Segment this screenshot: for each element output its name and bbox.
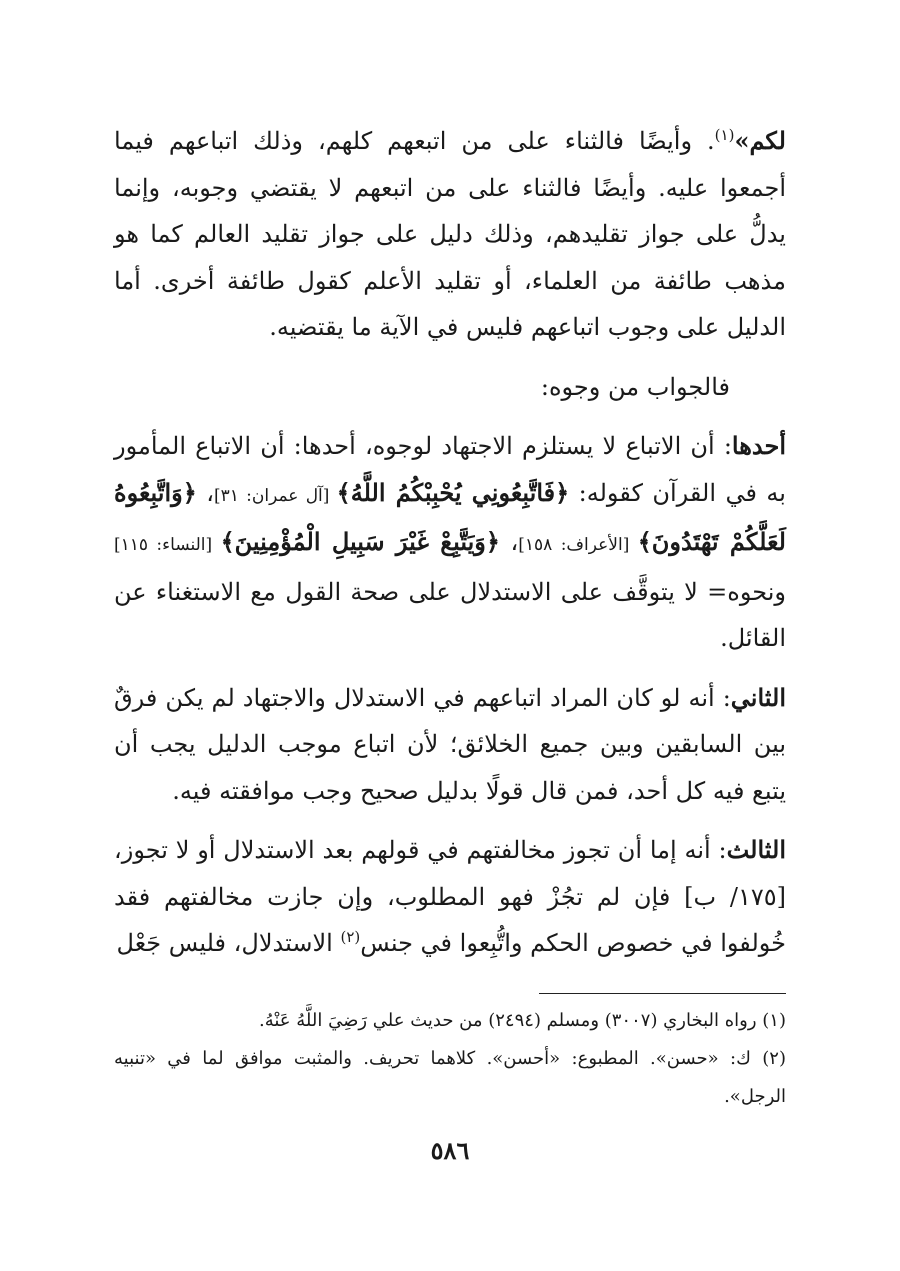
footnote-1: [114, 1002, 786, 1040]
quran-verse-3: ﴿وَيَتَّبِعْ غَيْرَ سَبِيلِ الْمُؤْمِنِينَ﴾: [220, 527, 500, 556]
verse-reference-1: [آل عمران: ٣١]: [214, 485, 337, 506]
paragraph-text: ونحوه= لا يتوقَّف على الاستدلال على صحة القول مع الاستغناء عن القائل.: [114, 577, 786, 652]
paragraph-3: [114, 423, 786, 662]
footnote-marker-2: (٢): [340, 928, 361, 946]
footnote-2: [114, 1040, 786, 1116]
paragraph-lead: لكم»: [734, 126, 786, 155]
paragraph-text: الاستدلال، فليس جَعْل: [116, 929, 341, 957]
paragraph-text: : أنه إما أن تجوز مخالفتهم في قولهم بعد الاستدلال أو لا تجوز، [١٧٥/ ب] فإن لم تجُزْ فهو المطلوب، وإن جازت مخالفتهم فقد خُولفوا في خصوص الحكم واتُّبِعوا في جنس: [114, 836, 786, 957]
paragraph-4: [114, 675, 786, 815]
paragraph-text: : أنه لو كان المراد اتباعهم في الاستدلال والاجتهاد لم يكن فرقٌ بين السابقين وبين جميع الخلائق؛ لأن اتباع موجب الدليل يجب أن يتبع فيه كل أحد، فمن قال قولًا بدليل صحيح وجب موافقته فيه.: [114, 683, 786, 805]
point-label-first: أحدها: [731, 431, 786, 460]
footnote-divider: [539, 993, 786, 994]
point-label-second: الثاني: [730, 682, 786, 712]
point-label-third: الثالث: [726, 835, 786, 864]
main-text: [114, 118, 786, 967]
paragraph-5: [114, 827, 786, 967]
quran-verse-1: ﴿فَاتَّبِعُونِي يُحْبِبْكُمُ اللَّهُ﴾: [336, 477, 570, 507]
paragraph-text: : أن الاتباع لا يستلزم الاجتهاد لوجوه، أحدها: أن الاتباع المأمور به في القرآن كقوله:: [114, 432, 786, 507]
footnote-text: رواه البخاري (٣٠٠٧) ومسلم (٢٤٩٤) من حديث علي رَضِيَ اللَّهُ عَنْهُ.: [258, 1010, 757, 1031]
paragraph-2: [114, 364, 786, 411]
verse-reference-2: [الأعراف: ١٥٨]: [518, 535, 638, 555]
page-number: ٥٨٦: [430, 1136, 470, 1165]
footnote-number: (٢): [762, 1048, 786, 1069]
separator: ،: [196, 478, 215, 507]
paragraph-text: فالجواب من وجوه:: [540, 372, 730, 401]
footnote-marker-1: (١): [714, 126, 735, 144]
paragraph-text: . وأيضًا فالثناء على من اتبعهم كلهم، وذلك اتباعهم فيما أجمعوا عليه. وأيضًا فالثناء على من اتبعهم لا يقتضي وجوبه، وإنما يدلُّ على جواز تقليدهم، وذلك دليل على جواز تقليد العالم كما هو مذهب طائفة من العلماء، أو تقليد الأعلم كقول طائفة أخرى. أما الدليل على وجوب اتباعهم فليس في الآية ما يقتضيه.: [114, 127, 786, 341]
verse-reference-3: [النساء: ١١٥]: [114, 535, 221, 555]
footnote-text: ك: «حسن». المطبوع: «أحسن». كلاهما تحريف. والمثبت موافق لما في «تنبيه الرجل».: [114, 1048, 786, 1107]
quran-verse-2: ﴿وَاتَّبِعُوهُ لَعَلَّكُمْ تَهْتَدُونَ﴾: [114, 477, 786, 556]
footnotes: [114, 1002, 786, 1116]
separator: ،: [499, 528, 519, 556]
paragraph-1: [114, 118, 786, 351]
footnote-number: (١): [762, 1010, 786, 1031]
